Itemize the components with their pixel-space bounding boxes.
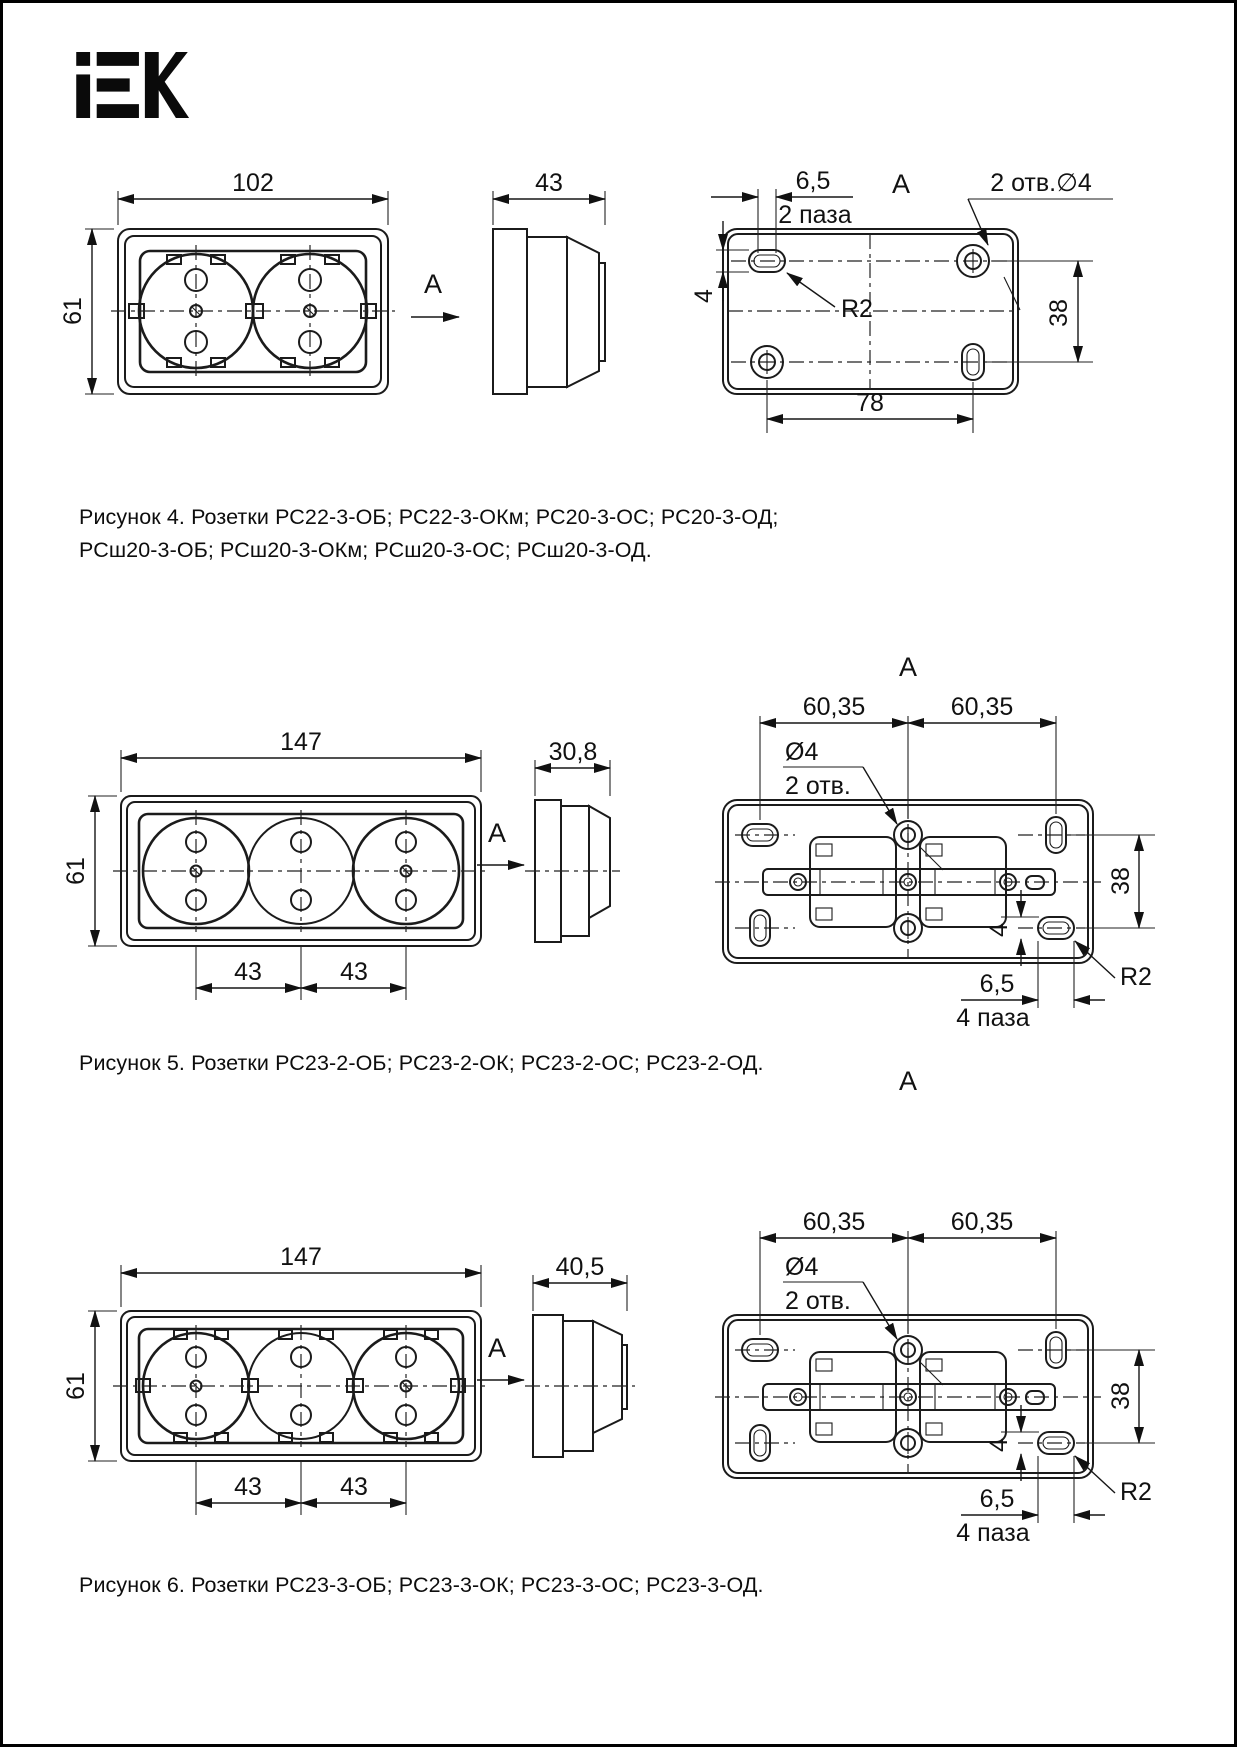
fig6-spacing-left-label: 60,35 <box>802 1208 866 1236</box>
figure-6-caption <box>79 1569 764 1602</box>
fig4-vspacing-label: 38 <box>1045 299 1073 327</box>
fig6-spacing-right-label: 60,35 <box>950 1208 1014 1236</box>
fig4-back-view-label: А <box>891 169 911 199</box>
fig6-spacing-label: 43 <box>234 1473 262 1501</box>
fig5-slot-note-label: 4 паза <box>956 1004 1030 1032</box>
fig6-hole-dia-label: Ø4 <box>785 1253 819 1281</box>
fig6-slot-width-label: 6,5 <box>979 1485 1015 1513</box>
fig4-slot-height-label: 4 <box>690 289 718 303</box>
fig4-front-height-label: 61 <box>59 297 87 325</box>
fig5-spacing-right-label: 60,35 <box>950 693 1014 721</box>
fig5-spacing-label: 43 <box>340 958 368 986</box>
iek-logo <box>76 52 190 118</box>
fig6-spacing-label: 43 <box>340 1473 368 1501</box>
fig5-spacing-label: 43 <box>234 958 262 986</box>
fig6-hole-count-label: 2 отв. <box>785 1287 851 1315</box>
fig4-slot-width-label: 6,5 <box>795 167 831 195</box>
fig6-view-a-pointer <box>477 1333 524 1380</box>
fig6-radius-label: R2 <box>1120 1478 1152 1506</box>
fig6-side-depth-label: 40,5 <box>555 1253 605 1281</box>
fig5-hole-dia-label: Ø4 <box>785 738 819 766</box>
fig4-radius-label: R2 <box>841 295 873 323</box>
fig6-side-view <box>525 1253 635 1457</box>
figure-4-caption <box>79 501 778 568</box>
fig5-back-view-label: А <box>898 652 918 682</box>
fig5-side-view <box>525 738 620 942</box>
fig4-front-view <box>59 169 395 394</box>
caption-line: Рисунок 6. Розетки РС23-3-ОБ; РС23-3-ОК; РС23-3-ОС; РС23-3-ОД. <box>79 1573 764 1597</box>
fig5-side-depth-label: 30,8 <box>548 738 598 766</box>
fig6-front-height-label: 61 <box>62 1372 90 1400</box>
fig6-slot-note-label: 4 паза <box>956 1519 1030 1547</box>
fig4-slot-note-label: 2 паза <box>778 201 852 229</box>
fig4-back-view <box>690 167 1113 433</box>
fig4-holes-note-label: 2 отв.∅4 <box>990 169 1092 197</box>
caption-line: Рисунок 5. Розетки РС23-2-ОБ; РС23-2-ОК; РС23-2-ОС; РС23-2-ОД. <box>79 1051 764 1075</box>
fig5-slot-width-label: 6,5 <box>979 970 1015 998</box>
fig4-side-depth-label: 43 <box>535 169 563 197</box>
fig5-hole-count-label: 2 отв. <box>785 772 851 800</box>
fig4-side-view <box>493 169 605 394</box>
fig6-vspacing-label: 38 <box>1107 1382 1135 1410</box>
fig6-front-width-label: 147 <box>280 1243 322 1271</box>
fig5-view-a-pointer <box>477 818 524 865</box>
fig5-front-height-label: 61 <box>62 857 90 885</box>
fig5-spacing-left-label: 60,35 <box>802 693 866 721</box>
fig4-hspacing-label: 78 <box>856 389 884 417</box>
figure-4-drawing <box>59 161 1183 461</box>
fig4-view-a-pointer <box>411 269 459 317</box>
figure-6-drawing <box>63 1048 1183 1548</box>
fig6-back-view-label: А <box>898 1066 918 1096</box>
fig5-front-width-label: 147 <box>280 728 322 756</box>
iek-logo-glyphs <box>76 52 189 118</box>
view-a-label: А <box>423 269 443 299</box>
fig5-radius-label: R2 <box>1120 963 1152 991</box>
fig4-front-width-label: 102 <box>232 169 274 197</box>
view-a-label: А <box>487 818 507 848</box>
caption-line: Рисунок 4. Розетки РС22-3-ОБ; РС22-3-ОКм; РС20-3-ОС; РС20-3-ОД; <box>79 505 779 529</box>
fig5-slot-height-label: 4 <box>985 923 1013 937</box>
figure-5-drawing <box>63 588 1183 1033</box>
fig5-back-view <box>715 652 1155 1032</box>
socket-outlet <box>347 1330 465 1442</box>
fig6-back-view <box>715 1208 1155 1547</box>
fig6-front-view <box>62 1243 489 1515</box>
fig6-slot-height-label: 4 <box>985 1438 1013 1452</box>
fig5-vspacing-label: 38 <box>1107 867 1135 895</box>
caption-line: РСш20-3-ОБ; РСш20-3-ОКм; РСш20-3-ОС; РСш20-3-ОД. <box>79 538 652 563</box>
fig5-front-view <box>62 728 489 1000</box>
view-a-label: А <box>487 1333 507 1363</box>
